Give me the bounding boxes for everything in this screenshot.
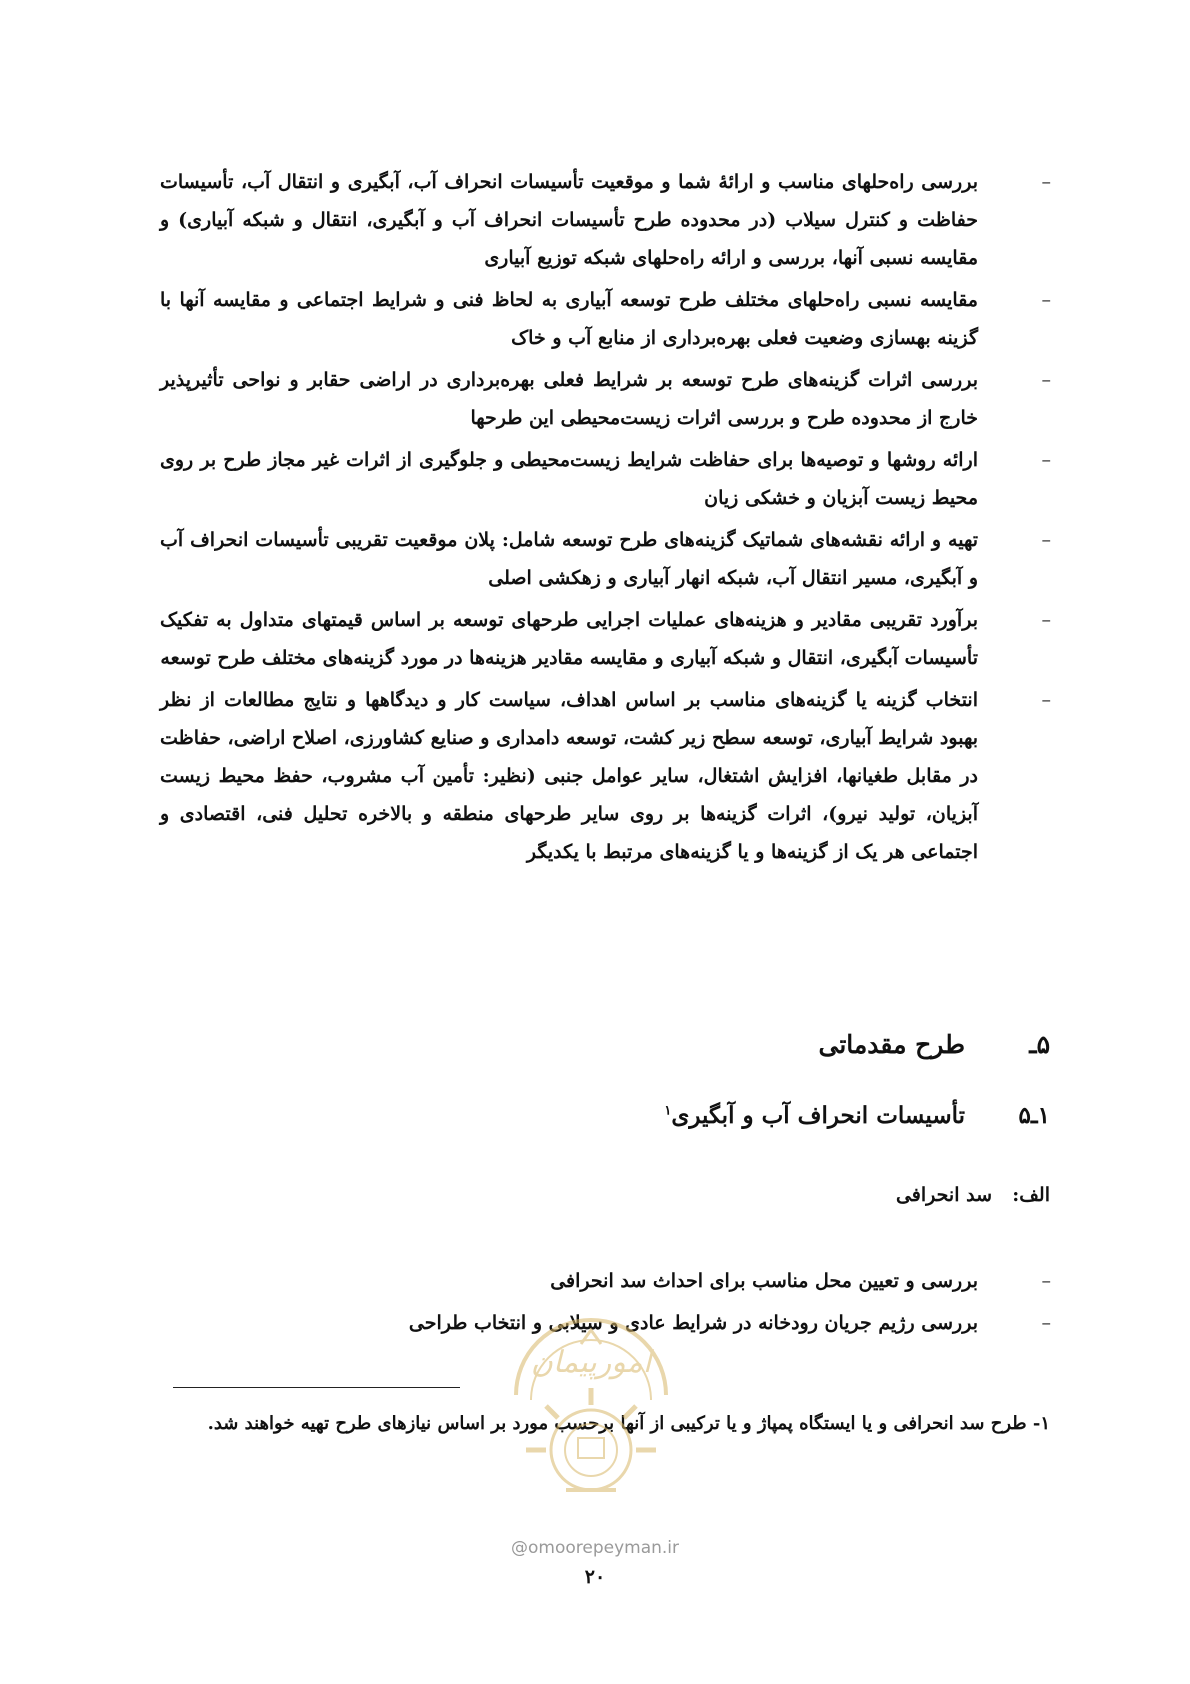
bullet-text: بررسی رژیم جریان رودخانه در شرایط عادی و سیلابی و انتخاب طراحی [408,1312,978,1334]
watermark-logo-icon [486,1300,696,1500]
bullet-text: تهیه و ارائه نقشه‌های شماتیک گزینه‌های طرح توسعه شامل: پلان موقعیت تقریبی تأسیسات انحراف آب و آبگیری، مسیر انتقال آب، شبکه انهار آبیاری و زهکشی اصلی [160,529,978,589]
section-title: طرح مقدماتی [818,1030,965,1059]
section-heading-5 [819,1030,1051,1059]
study-bullet-list [160,163,1051,875]
subsection-label: الف: [1012,1184,1050,1206]
dash-marker: – [1041,1270,1051,1292]
bullet-text: ارائه روشها و توصیه‌ها برای حفاظت شرایط زیست‌محیطی و جلوگیری از اثرات غیر مجاز طرح بر روی محیط زیست آبزیان و خشکی زیان [160,449,978,509]
section-title: تأسیسات انحراف آب و آبگیری [671,1102,965,1129]
subsection-title: سد انحرافی [895,1184,992,1206]
dash-marker: – [1041,689,1051,711]
bullet-text: برآورد تقریبی مقادیر و هزینه‌های عملیات اجرایی طرحهای توسعه بر اساس قیمتهای متداول به تفکیک تأسیسات آبگیری، انتقال و شبکه آبیاری و مقایسه مقادیر هزینه‌ها در مورد گزینه‌های مختلف طرح توسعه [160,609,978,669]
bullet-text: بررسی راه‌حلهای مناسب و ارائۀ شما و موقعیت تأسیسات انحراف آب، آبگیری و انتقال آب، تأسیسات حفاظت و کنترل سیلاب (در محدوده طرح تأسیسات انحراف آب و آبگیری، انتقال و شبکه آبیاری) و مقایسه نسبی آنها، بررسی و ارائه راه‌حلهای شبکه توزیع آبیاری [160,171,978,269]
bullet-item [160,361,1051,437]
bullet-text: مقایسه نسبی راه‌حلهای مختلف طرح توسعه آبیاری به لحاظ فنی و شرایط اجتماعی و مقایسه آنها با گزینه بهسازی وضعیت فعلی بهره‌برداری از منابع آب و خاک [160,289,978,349]
section-number: ۱ـ۵ [1018,1102,1050,1129]
dash-marker: – [1041,529,1051,551]
page-number: ۲۰ [584,1566,606,1588]
watermark-logo-text: امورپیمان [530,1345,652,1380]
dash-marker: – [1041,289,1051,311]
bullet-item [160,163,1051,277]
bullet-item [160,601,1051,677]
dash-marker: – [1041,369,1051,391]
dash-marker: – [1041,171,1051,193]
dash-marker: – [1041,609,1051,631]
watermark-site-text: @omoorepeyman.ir [510,1538,680,1558]
dash-marker: – [1041,1312,1051,1334]
bullet-item [160,521,1051,597]
footnote-reference: ۱ [664,1103,672,1119]
bullet-item [160,1262,1051,1300]
section-number: ۵ـ [1029,1030,1050,1059]
footnote-separator [173,1387,460,1388]
section-heading-5-1 [664,1102,1050,1129]
bullet-item [160,281,1051,357]
bullet-text: بررسی اثرات گزینه‌های طرح توسعه بر شرایط فعلی بهره‌برداری در اراضی حقابر و نواحی تأثیرپذیر خارج از محدوده طرح و بررسی اثرات زیست‌محیطی این طرحها [160,369,978,429]
bullet-item [160,681,1051,871]
subsection-heading-alef [896,1184,1050,1206]
footnote-text: ۱- طرح سد انحرافی و یا ایستگاه پمپاژ و یا ترکیبی از آنها برحسب مورد بر اساس نیازهای طرح تهیه خواهند شد. [207,1413,1050,1434]
dash-marker: – [1041,449,1051,471]
bullet-text: انتخاب گزینه یا گزینه‌های مناسب بر اساس اهداف، سیاست کار و دیدگاهها و نتایج مطالعات از نظر بهبود شرایط آبیاری، توسعه سطح زیر کشت، توسعه دامداری و صنایع کشاورزی، اصلاح اراضی، حفاظت در مقابل طغیانها، افزایش اشتغال، سایر عوامل جنبی (نظیر: تأمین آب مشروب، حفظ محیط زیست آبزیان، تولید نیرو)، اثرات گزینه‌ها بر روی سایر طرحهای منطقه و بالاخره تحلیل فنی، اقتصادی و اجتماعی هر یک از گزینه‌ها و یا گزینه‌های مرتبط با یکدیگر [160,689,978,863]
bullet-item [160,441,1051,517]
bullet-text: بررسی و تعیین محل مناسب برای احداث سد انحرافی [550,1270,978,1292]
